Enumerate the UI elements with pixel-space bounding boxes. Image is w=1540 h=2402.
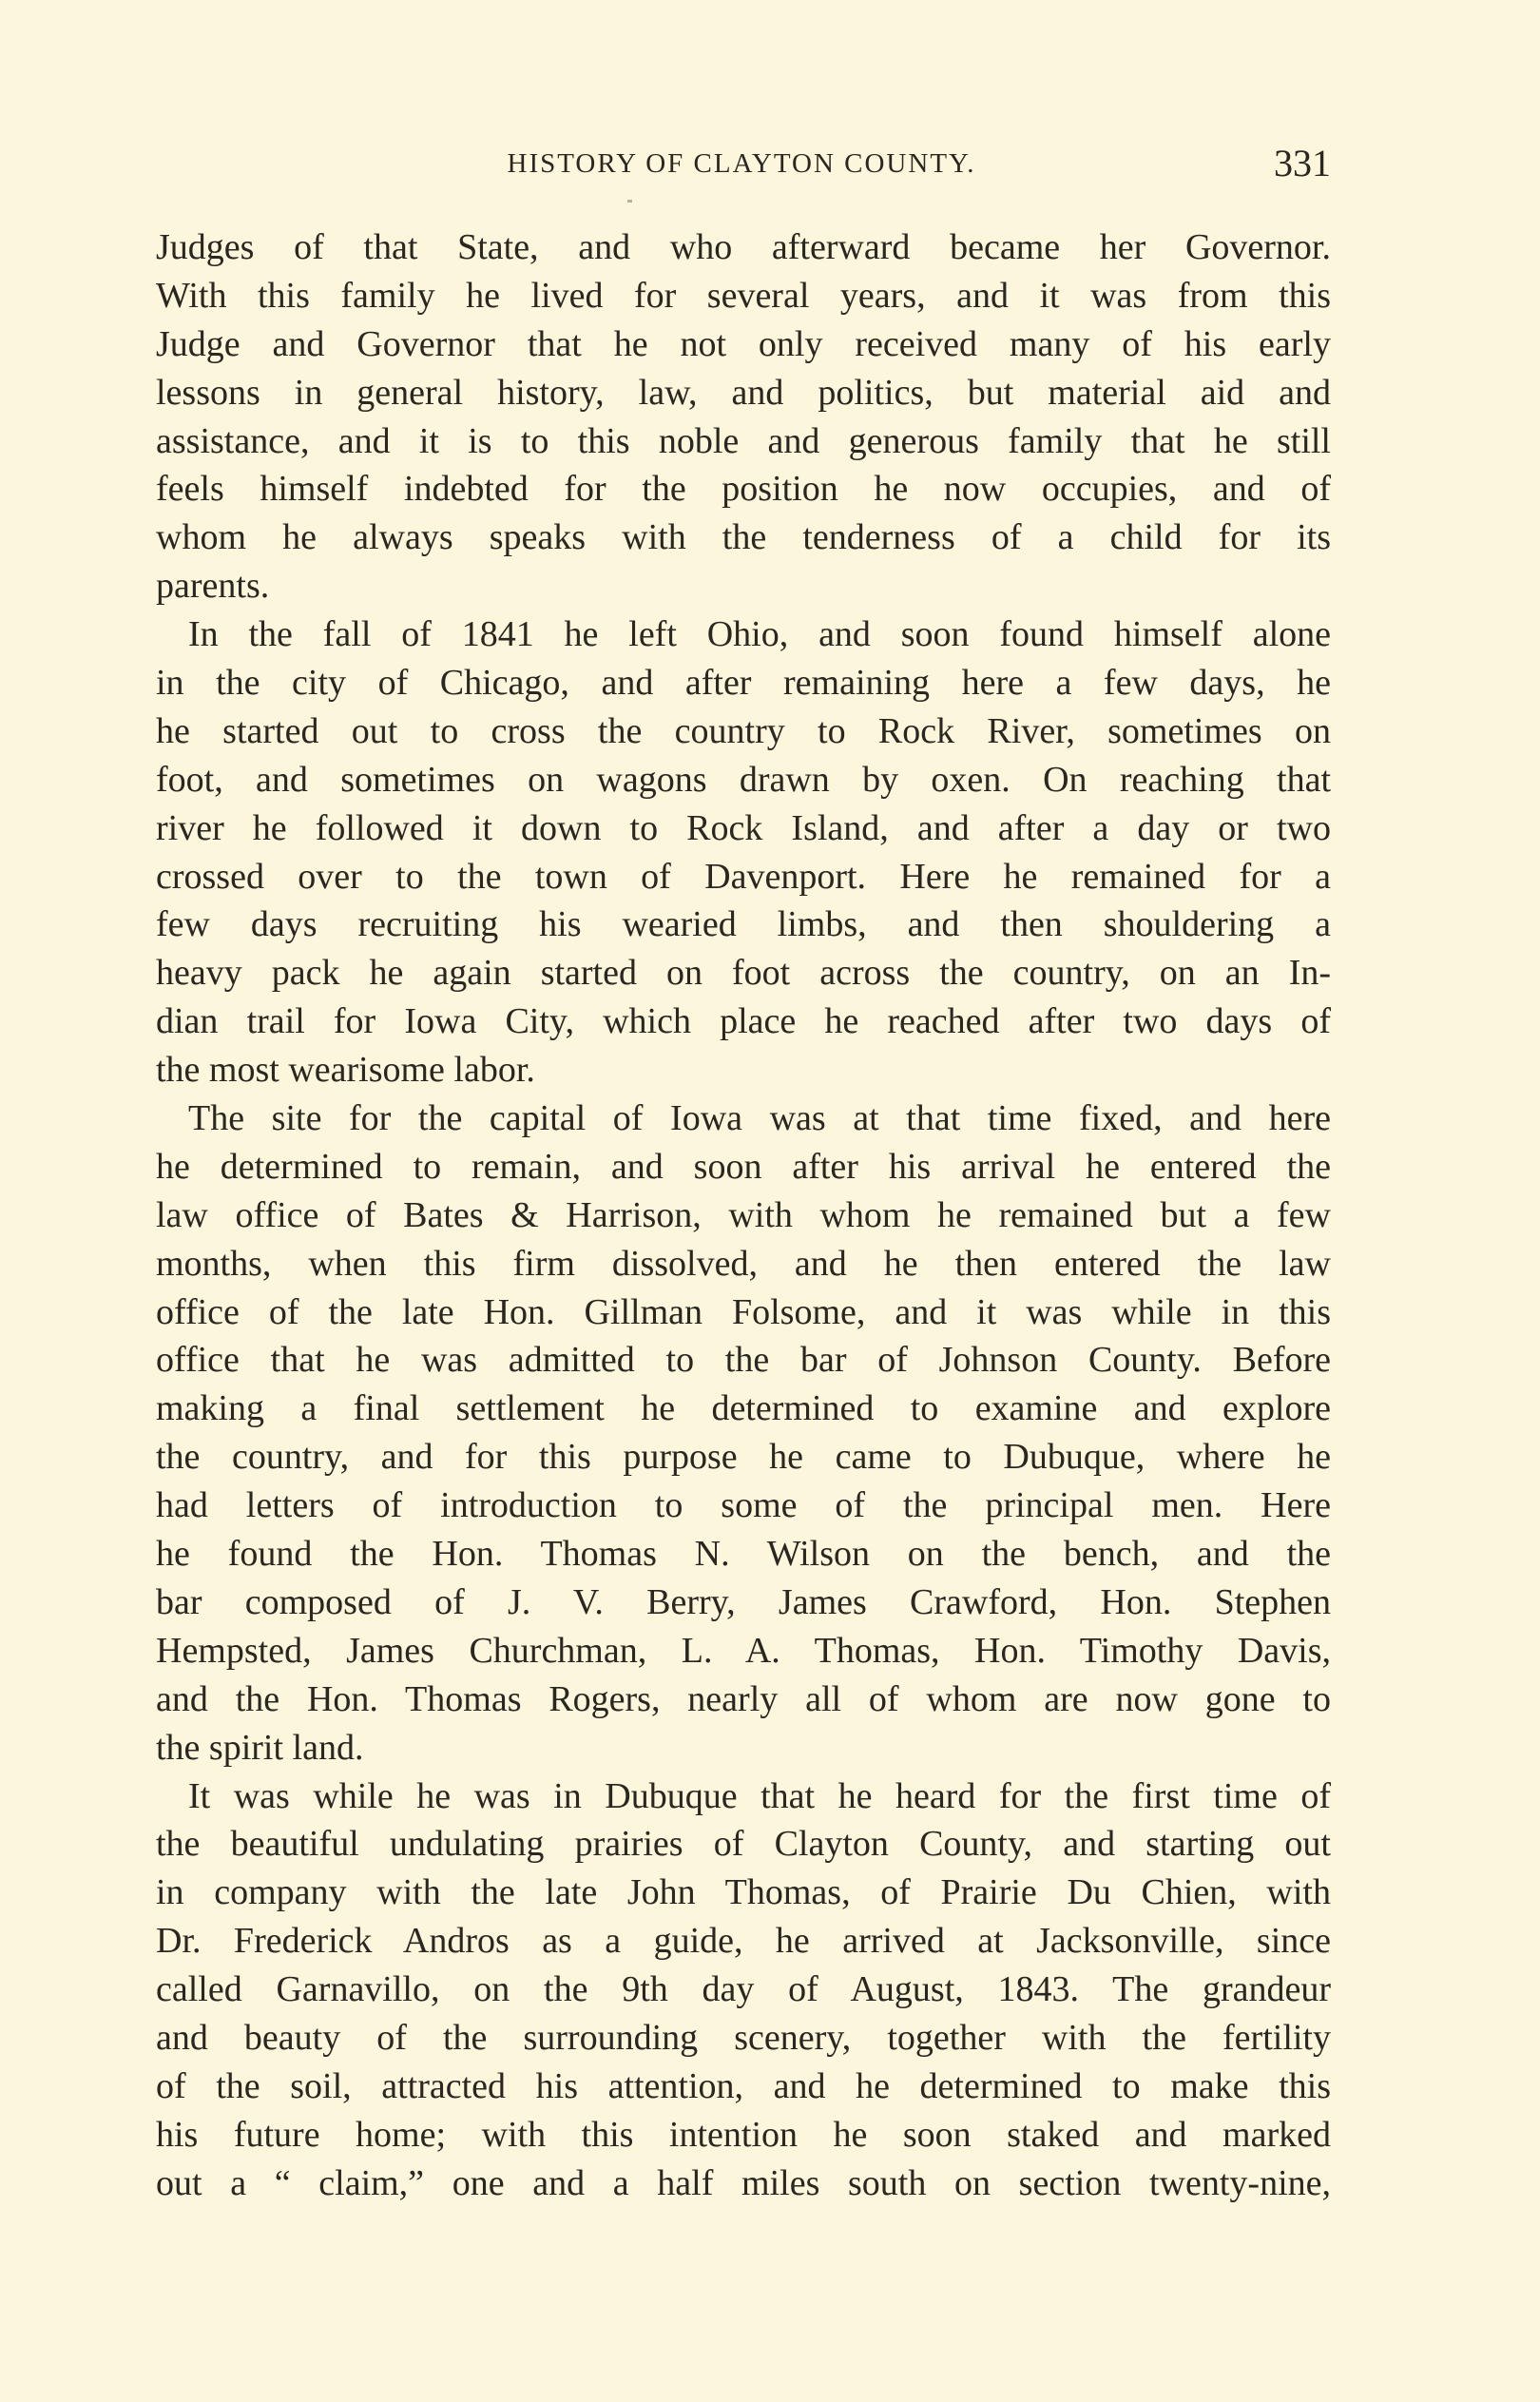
text-line: the country, and for this purpose he came to Dubuque, where he (156, 1437, 1331, 1478)
text-line: crossed over to the town of Davenport. Here he remained for a (156, 856, 1331, 897)
text-line: he started out to cross the country to Rock River, sometimes on (156, 710, 1331, 751)
text-line: few days recruiting his wearied limbs, and then shouldering a (156, 904, 1331, 945)
text-line: lessons in general history, law, and politics, but material aid and (156, 372, 1331, 413)
text-line: in the city of Chicago, and after remaining here a few days, he (156, 663, 1331, 704)
printer-mark (627, 200, 632, 203)
text-line: foot, and sometimes on wagons drawn by oxen. On reaching that (156, 759, 1331, 800)
text-line: dian trail for Iowa City, which place he reached after two days of (156, 1001, 1331, 1042)
text-line: out a “ claim,” one and a half miles south on section twenty-nine, (156, 2162, 1331, 2203)
text-line: in company with the late John Thomas, of Prairie Du Chien, with (156, 1872, 1331, 1913)
text-line: It was while he was in Dubuque that he heard for the first time of (188, 1775, 1331, 1816)
text-line: office that he was admitted to the bar of Johnson County. Before (156, 1340, 1331, 1381)
text-line: making a final settlement he determined to examine and explore (156, 1388, 1331, 1429)
text-line: The site for the capital of Iowa was at that time fixed, and here (188, 1098, 1331, 1139)
text-line: whom he always speaks with the tenderness of a child for its (156, 517, 1331, 558)
text-line: he determined to remain, and soon after his arrival he entered the (156, 1146, 1331, 1187)
running-head (152, 141, 1331, 188)
text-line: assistance, and it is to this noble and generous family that he still (156, 420, 1331, 461)
text-line: the most wearisome labor. (156, 1050, 535, 1091)
text-line: law office of Bates & Harrison, with whom he remained but a few (156, 1194, 1331, 1235)
text-line: of the soil, attracted his attention, and he determined to make this (156, 2065, 1331, 2106)
text-line: Hempsted, James Churchman, L. A. Thomas, Hon. Timothy Davis, (156, 1630, 1331, 1671)
text-line: he found the Hon. Thomas N. Wilson on the bench, and the (156, 1534, 1331, 1575)
text-line: parents. (156, 566, 270, 607)
text-line: and beauty of the surrounding scenery, together with the fertility (156, 2017, 1331, 2058)
text-line: In the fall of 1841 he left Ohio, and soon found himself alone (188, 614, 1331, 655)
page-number: 331 (1274, 142, 1331, 184)
text-line: heavy pack he again started on foot across the country, on an In- (156, 953, 1331, 994)
text-line: the beautiful undulating prairies of Clayton County, and starting out (156, 1824, 1331, 1865)
body-text (156, 223, 1331, 2208)
text-line: Judge and Governor that he not only received many of his early (156, 323, 1331, 364)
text-line: bar composed of J. V. Berry, James Crawford, Hon. Stephen (156, 1581, 1331, 1622)
text-line: months, when this firm dissolved, and he then entered the law (156, 1243, 1331, 1284)
text-line: river he followed it down to Rock Island, and after a day or two (156, 807, 1331, 848)
text-line: his future home; with this intention he soon staked and marked (156, 2114, 1331, 2155)
text-line: office of the late Hon. Gillman Folsome, and it was while in this (156, 1291, 1331, 1332)
text-line: feels himself indebted for the position he now occupies, and of (156, 469, 1331, 510)
text-line: had letters of introduction to some of the principal men. Here (156, 1485, 1331, 1526)
text-line: With this family he lived for several years, and it was from this (156, 275, 1331, 316)
text-line: the spirit land. (156, 1727, 364, 1768)
running-title: HISTORY OF CLAYTON COUNTY. (507, 148, 976, 179)
text-line: called Garnavillo, on the 9th day of August, 1843. The grandeur (156, 1969, 1331, 2010)
text-line: Judges of that State, and who afterward became her Governor. (156, 227, 1331, 267)
text-line: and the Hon. Thomas Rogers, nearly all of whom are now gone to (156, 1678, 1331, 1719)
text-line: Dr. Frederick Andros as a guide, he arrived at Jacksonville, since (156, 1921, 1331, 1962)
